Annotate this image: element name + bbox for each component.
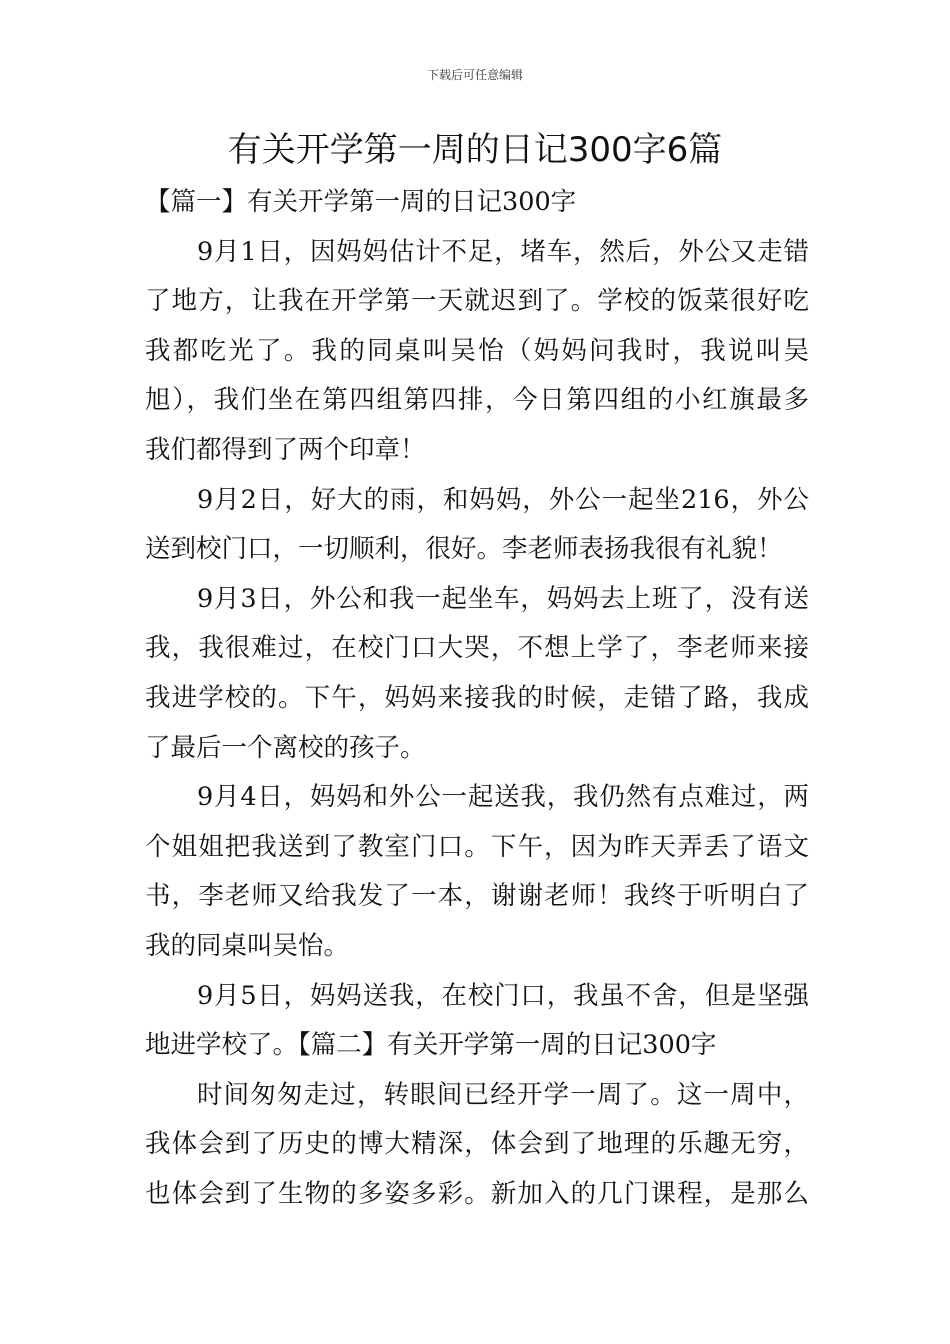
header-note: 下载后可任意编辑 — [426, 68, 523, 82]
text-line: 旭），我们坐在第四组第四排，今日第四组的小红旗最多 — [145, 385, 809, 416]
document-title: 有关开学第一周的日记300字6篇 — [227, 130, 723, 170]
text-line: 也体会到了生物的多姿多彩。新加入的几门课程，是那么 — [145, 1178, 809, 1209]
text-line: 9月4日，妈妈和外公一起送我，我仍然有点难过，两 — [197, 782, 809, 813]
text-line: 我都吃光了。我的同桌叫吴怡（妈妈问我时，我说叫吴 — [145, 335, 809, 366]
text-line: 送到校门口，一切顺利，很好。李老师表扬我很有礼貌！ — [145, 534, 783, 565]
text-line: 时间匆匆走过，转眼间已经开学一周了。这一周中， — [197, 1079, 809, 1110]
text-line: 我体会到了历史的博大精深，体会到了地理的乐趣无穷， — [145, 1129, 809, 1160]
text-line: 个姐姐把我送到了教室门口。下午，因为昨天弄丢了语文 — [145, 831, 809, 862]
text-line: 我进学校的。下午，妈妈来接我的时候，走错了路，我成 — [145, 682, 809, 713]
text-line: 了地方，让我在开学第一天就迟到了。学校的饭菜很好吃 — [145, 286, 809, 317]
text-line: 地进学校了。【篇二】有关开学第一周的日记300字 — [145, 1030, 717, 1061]
text-line: 9月1日，因妈妈估计不足，堵车，然后，外公又走错 — [197, 236, 809, 267]
text-line: 9月3日，外公和我一起坐车，妈妈去上班了，没有送 — [197, 583, 809, 614]
text-line: 我，我很难过，在校门口大哭，不想上学了，李老师来接 — [145, 633, 809, 664]
text-line: 书，李老师又给我发了一本，谢谢老师！我终于听明白了 — [145, 881, 809, 912]
text-line: 我的同桌叫吴怡。 — [145, 930, 350, 961]
document-body — [145, 178, 809, 1219]
text-line: 9月5日，妈妈送我，在校门口，我虽不舍，但是坚强 — [197, 980, 809, 1011]
text-line: 了最后一个离校的孩子。 — [145, 732, 426, 763]
text-line: 我们都得到了两个印章！ — [145, 434, 426, 465]
text-line: 【篇一】有关开学第一周的日记300字 — [145, 187, 577, 217]
text-line: 9月2日，好大的雨，和妈妈，外公一起坐216，外公 — [197, 484, 809, 515]
